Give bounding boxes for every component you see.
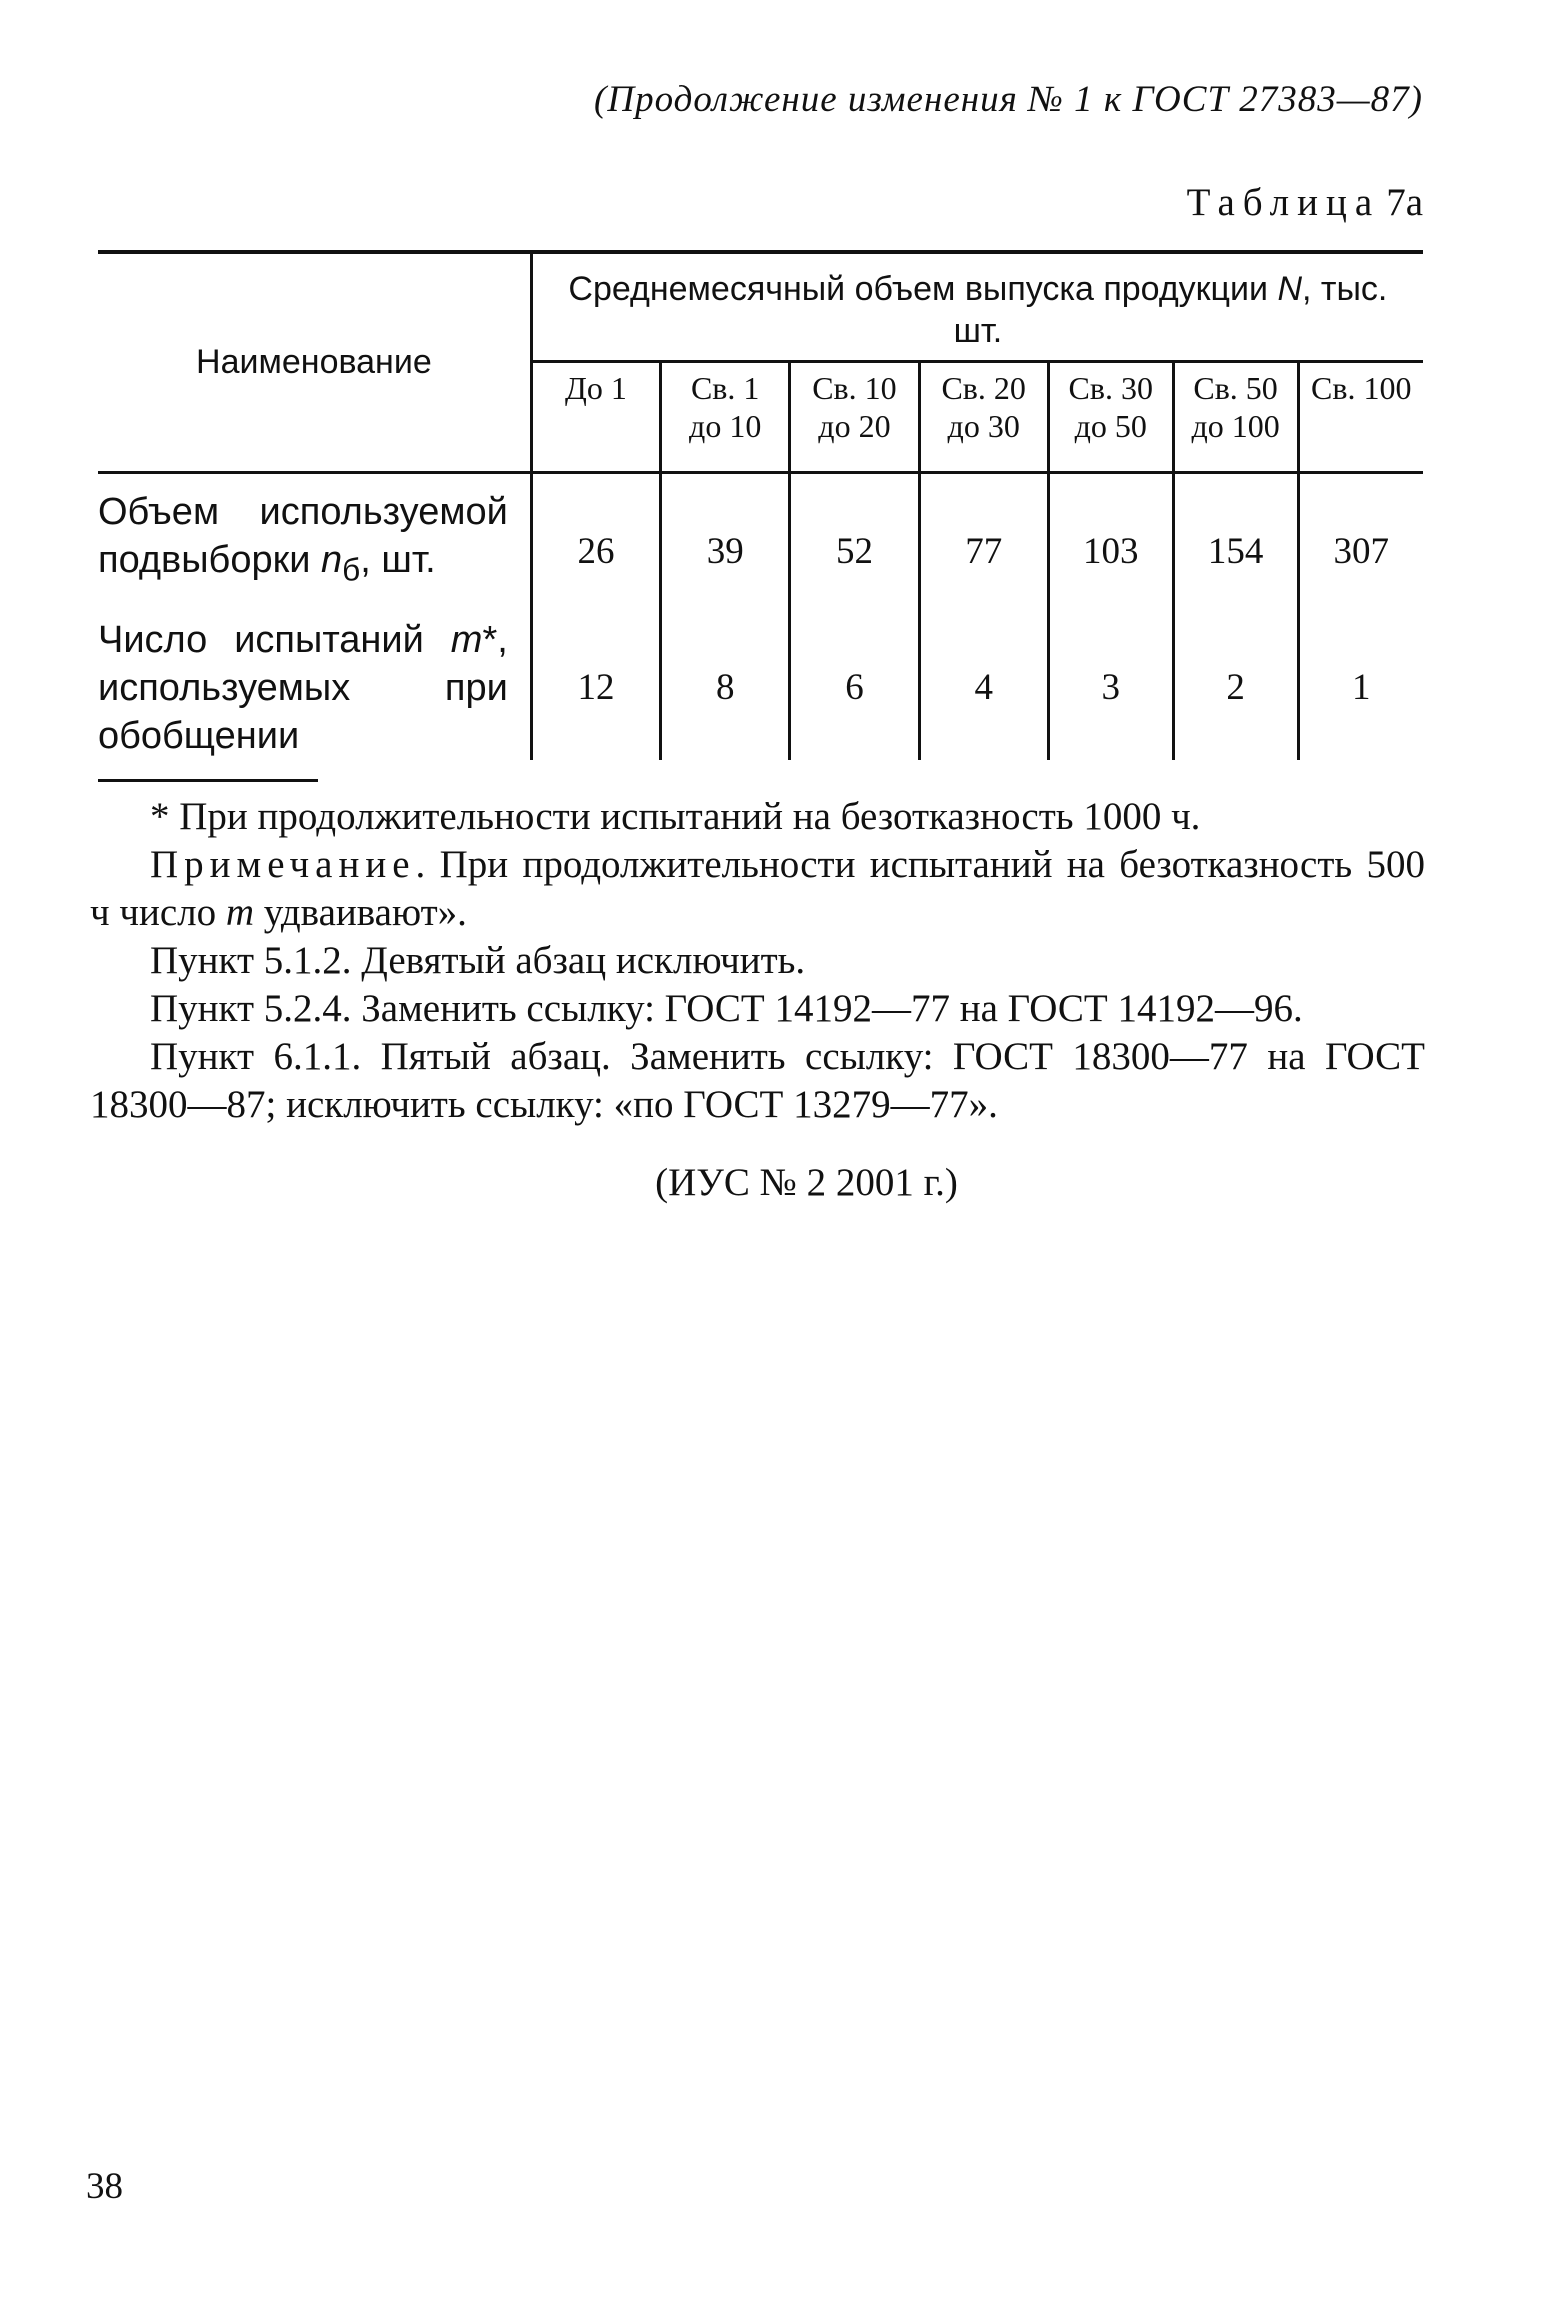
table-cell: 52 xyxy=(790,473,919,617)
table-row xyxy=(98,473,1423,617)
column-header: Св. 1 до 10 xyxy=(661,362,790,473)
data-table xyxy=(98,250,1423,760)
table-cell: 307 xyxy=(1333,530,1389,572)
column-header: Св. 100 xyxy=(1298,362,1423,473)
table-cell: 4 xyxy=(919,616,1048,760)
table-cell: 77 xyxy=(919,473,1048,617)
amendment-paragraph: Пункт 5.1.2. Девятый абзац исключить. xyxy=(150,939,806,982)
row-label: Число испытаний m*, используемых при обобщении xyxy=(98,616,531,760)
body-text xyxy=(90,793,1425,1129)
table-cell: 103 xyxy=(1048,473,1173,617)
volume-group-header xyxy=(531,252,1423,362)
footnote-divider xyxy=(98,779,318,782)
page-header: (Продолжение изменения № 1 к ГОСТ 27383—87) xyxy=(594,79,1423,120)
column-header: Св. 50 до 100 xyxy=(1173,362,1298,473)
volume-group-var: N xyxy=(1277,269,1303,308)
amendment-paragraph: Пункт 6.1.1. Пятый абзац. Заменить ссылку: ГОСТ 18300—77 на ГОСТ 18300—87; исключить ссылку: «по ГОСТ 13279—77». xyxy=(90,1035,1425,1126)
column-header: Св. 10 до 20 xyxy=(790,362,919,473)
row-label: Объем используемой подвыборки $n_б$, шт. xyxy=(98,473,531,617)
column-header: До 1 xyxy=(531,362,660,473)
table-cell: 26 xyxy=(531,473,660,617)
table-caption-number: 7а xyxy=(1386,181,1423,224)
table-note: Примечание. При продолжительности испытаний на безотказность 500 ч число m удваивают». xyxy=(90,843,1425,934)
table-row xyxy=(98,616,1423,760)
table-cell: 3 xyxy=(1048,616,1173,760)
table-cell: 39 xyxy=(661,473,790,617)
name-column-header: Наименование xyxy=(98,252,531,473)
column-header: Св. 20 до 30 xyxy=(919,362,1048,473)
table-cell: 12 xyxy=(531,616,660,760)
table-header-row xyxy=(98,252,1423,362)
table-caption-word: Таблица xyxy=(1186,181,1381,224)
footnote: * При продолжительности испытаний на безотказность 1000 ч. xyxy=(150,795,1201,838)
table-caption xyxy=(1187,180,1423,225)
column-header: Св. 30 до 50 xyxy=(1048,362,1173,473)
note-label: Примечание xyxy=(150,843,416,886)
volume-group-suffix: , тыс. шт. xyxy=(953,269,1388,350)
volume-group-prefix: Среднемесячный объем выпуска продукции xyxy=(568,269,1269,308)
table-cell: 6 xyxy=(790,616,919,760)
table-cell: 2 xyxy=(1173,616,1298,760)
page-number: 38 xyxy=(86,2166,123,2207)
source-reference: (ИУС № 2 2001 г.) xyxy=(655,1161,958,1204)
table-cell: 8 xyxy=(661,616,790,760)
table-cell: 1 xyxy=(1352,666,1371,708)
amendment-paragraph: Пункт 5.2.4. Заменить ссылку: ГОСТ 14192—77 на ГОСТ 14192—96. xyxy=(150,987,1303,1030)
table-cell: 154 xyxy=(1173,473,1298,617)
